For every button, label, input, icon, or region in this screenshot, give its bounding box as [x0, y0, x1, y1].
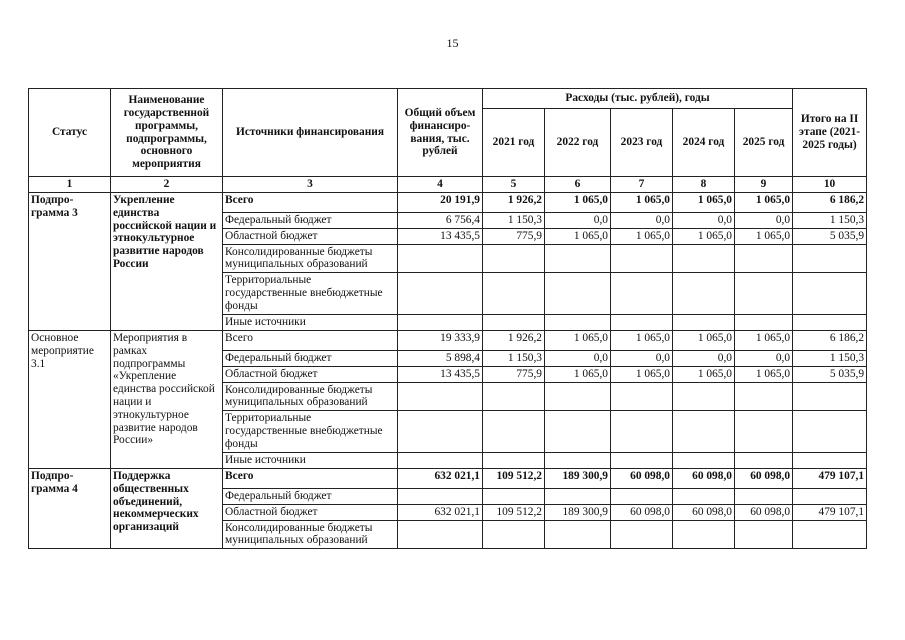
- page-number: 15: [446, 36, 459, 50]
- source-cell: Федеральный бюджет: [223, 213, 398, 229]
- value-cell: 189 300,9: [545, 504, 611, 520]
- value-cell: 632 021,1: [398, 504, 483, 520]
- source-cell: Территориальные государственные внебюджетные фонды: [223, 411, 398, 453]
- value-cell: [545, 453, 611, 469]
- value-cell: 1 065,0: [673, 366, 735, 382]
- value-cell: [793, 520, 867, 549]
- value-cell: 109 512,2: [483, 468, 545, 488]
- source-cell: Консолидированные бюджеты муниципальных образований: [223, 520, 398, 549]
- value-cell: [611, 520, 673, 549]
- value-cell: 189 300,9: [545, 468, 611, 488]
- source-cell: Всего: [223, 468, 398, 488]
- column-number-row: [29, 177, 867, 193]
- value-cell: [673, 411, 735, 453]
- source-cell: Областной бюджет: [223, 228, 398, 244]
- value-cell: 6 756,4: [398, 213, 483, 229]
- value-cell: 1 065,0: [735, 330, 793, 350]
- value-cell: [545, 315, 611, 331]
- value-cell: 5 035,9: [793, 228, 867, 244]
- value-cell: 5 898,4: [398, 350, 483, 366]
- value-cell: [673, 244, 735, 273]
- value-cell: [398, 488, 483, 504]
- source-cell: Иные источники: [223, 453, 398, 469]
- value-cell: [793, 244, 867, 273]
- value-cell: 20 191,9: [398, 193, 483, 213]
- value-cell: [611, 273, 673, 315]
- value-cell: 1 926,2: [483, 193, 545, 213]
- value-cell: [735, 244, 793, 273]
- value-cell: [611, 488, 673, 504]
- column-number: 5: [483, 177, 545, 193]
- value-cell: [483, 488, 545, 504]
- value-cell: 1 065,0: [673, 193, 735, 213]
- value-cell: [483, 453, 545, 469]
- value-cell: 19 333,9: [398, 330, 483, 350]
- source-cell: Консолидированные бюджеты муниципальных образований: [223, 382, 398, 411]
- value-cell: [545, 382, 611, 411]
- value-cell: [545, 273, 611, 315]
- status-cell: Основное мероприятие 3.1: [29, 330, 111, 468]
- source-cell: Федеральный бюджет: [223, 488, 398, 504]
- value-cell: 13 435,5: [398, 366, 483, 382]
- value-cell: [483, 244, 545, 273]
- value-cell: [611, 453, 673, 469]
- value-cell: 1 065,0: [545, 366, 611, 382]
- value-cell: 60 098,0: [611, 504, 673, 520]
- value-cell: [398, 520, 483, 549]
- value-cell: 60 098,0: [735, 504, 793, 520]
- value-cell: [673, 520, 735, 549]
- value-cell: 0,0: [673, 350, 735, 366]
- value-cell: [545, 488, 611, 504]
- value-cell: [673, 273, 735, 315]
- header-status: Статус: [29, 89, 111, 177]
- column-number: 9: [735, 177, 793, 193]
- program-name-cell: Укрепление единства российской нации и этнокультурное развитие народов России: [111, 193, 223, 331]
- column-number: 10: [793, 177, 867, 193]
- value-cell: 60 098,0: [673, 504, 735, 520]
- header-year: 2022 год: [545, 109, 611, 177]
- source-cell: Всего: [223, 193, 398, 213]
- value-cell: [793, 315, 867, 331]
- value-cell: [735, 488, 793, 504]
- value-cell: 60 098,0: [673, 468, 735, 488]
- value-cell: 0,0: [611, 350, 673, 366]
- value-cell: 1 065,0: [735, 193, 793, 213]
- value-cell: [673, 315, 735, 331]
- value-cell: [793, 488, 867, 504]
- value-cell: 13 435,5: [398, 228, 483, 244]
- source-cell: Консолидированные бюджеты муниципальных образований: [223, 244, 398, 273]
- source-cell: Федеральный бюджет: [223, 350, 398, 366]
- value-cell: 1 150,3: [793, 213, 867, 229]
- value-cell: 0,0: [611, 213, 673, 229]
- value-cell: 1 065,0: [673, 330, 735, 350]
- value-cell: 1 065,0: [673, 228, 735, 244]
- value-cell: [483, 273, 545, 315]
- value-cell: 1 065,0: [611, 366, 673, 382]
- value-cell: [398, 244, 483, 273]
- value-cell: [673, 382, 735, 411]
- program-name-cell: Мероприятия в рамках подпрограммы «Укрепление единства российской нации и этнокультурное развитие народов России»: [111, 330, 223, 468]
- value-cell: [735, 315, 793, 331]
- value-cell: [398, 273, 483, 315]
- value-cell: 6 186,2: [793, 330, 867, 350]
- financing-table: [28, 88, 867, 549]
- value-cell: 5 035,9: [793, 366, 867, 382]
- header-expenses: Расходы (тыс. рублей), годы: [483, 89, 793, 109]
- column-number: 2: [111, 177, 223, 193]
- column-number: 7: [611, 177, 673, 193]
- value-cell: [611, 411, 673, 453]
- value-cell: 1 150,3: [483, 213, 545, 229]
- value-cell: 1 065,0: [735, 228, 793, 244]
- value-cell: 0,0: [545, 213, 611, 229]
- value-cell: 775,9: [483, 228, 545, 244]
- value-cell: 1 150,3: [793, 350, 867, 366]
- value-cell: [483, 520, 545, 549]
- header-year: 2024 год: [673, 109, 735, 177]
- table-body: [29, 177, 867, 549]
- column-number: 3: [223, 177, 398, 193]
- value-cell: 60 098,0: [611, 468, 673, 488]
- value-cell: [545, 411, 611, 453]
- value-cell: 1 150,3: [483, 350, 545, 366]
- header-year: 2023 год: [611, 109, 673, 177]
- value-cell: [735, 453, 793, 469]
- table-row: [29, 330, 867, 350]
- value-cell: [545, 520, 611, 549]
- header-total-volume: Общий объем финансиро-вания, тыс. рублей: [398, 89, 483, 177]
- value-cell: [793, 411, 867, 453]
- value-cell: [483, 382, 545, 411]
- value-cell: 0,0: [673, 213, 735, 229]
- value-cell: 1 065,0: [545, 330, 611, 350]
- header-name: Наименование государственной программы, подпрограммы, основного мероприятия: [111, 89, 223, 177]
- value-cell: 1 065,0: [611, 193, 673, 213]
- value-cell: 479 107,1: [793, 468, 867, 488]
- value-cell: [735, 273, 793, 315]
- header-year: 2021 год: [483, 109, 545, 177]
- value-cell: 479 107,1: [793, 504, 867, 520]
- column-number: 4: [398, 177, 483, 193]
- value-cell: [611, 244, 673, 273]
- value-cell: [735, 411, 793, 453]
- value-cell: 1 065,0: [611, 330, 673, 350]
- header-year: 2025 год: [735, 109, 793, 177]
- source-cell: Территориальные государственные внебюджетные фонды: [223, 273, 398, 315]
- value-cell: 775,9: [483, 366, 545, 382]
- value-cell: [483, 411, 545, 453]
- header-sources: Источники финансирования: [223, 89, 398, 177]
- value-cell: [793, 453, 867, 469]
- table-row: [29, 468, 867, 488]
- value-cell: 1 065,0: [545, 193, 611, 213]
- value-cell: 1 926,2: [483, 330, 545, 350]
- column-number: 1: [29, 177, 111, 193]
- column-number: 6: [545, 177, 611, 193]
- value-cell: [398, 453, 483, 469]
- value-cell: [398, 382, 483, 411]
- value-cell: [398, 315, 483, 331]
- value-cell: 1 065,0: [545, 228, 611, 244]
- value-cell: [793, 382, 867, 411]
- value-cell: [611, 315, 673, 331]
- value-cell: [793, 273, 867, 315]
- value-cell: 1 065,0: [611, 228, 673, 244]
- value-cell: 6 186,2: [793, 193, 867, 213]
- source-cell: Всего: [223, 330, 398, 350]
- status-cell: Подпро-грамма 3: [29, 193, 111, 331]
- value-cell: [483, 315, 545, 331]
- value-cell: 0,0: [735, 213, 793, 229]
- value-cell: 0,0: [735, 350, 793, 366]
- value-cell: [735, 520, 793, 549]
- table-row: [29, 193, 867, 213]
- column-number: 8: [673, 177, 735, 193]
- status-cell: Подпро-грамма 4: [29, 468, 111, 548]
- value-cell: [735, 382, 793, 411]
- value-cell: 0,0: [545, 350, 611, 366]
- value-cell: 1 065,0: [735, 366, 793, 382]
- value-cell: 632 021,1: [398, 468, 483, 488]
- value-cell: [673, 488, 735, 504]
- value-cell: [611, 382, 673, 411]
- value-cell: 60 098,0: [735, 468, 793, 488]
- header-stage-total: Итого на II этапе (2021-2025 годы): [793, 89, 867, 177]
- source-cell: Областной бюджет: [223, 504, 398, 520]
- value-cell: [398, 411, 483, 453]
- value-cell: [545, 244, 611, 273]
- source-cell: Иные источники: [223, 315, 398, 331]
- source-cell: Областной бюджет: [223, 366, 398, 382]
- program-name-cell: Поддержка общественных объединений, некоммерческих организаций: [111, 468, 223, 548]
- value-cell: 109 512,2: [483, 504, 545, 520]
- value-cell: [673, 453, 735, 469]
